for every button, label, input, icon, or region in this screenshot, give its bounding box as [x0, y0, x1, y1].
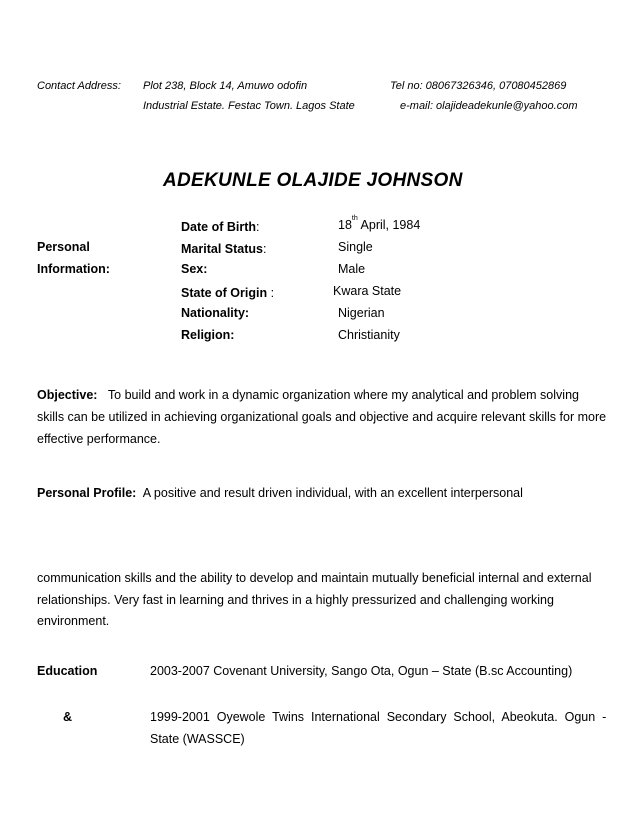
dob-colon: :	[256, 220, 260, 234]
dob-rest: April, 1984	[357, 218, 421, 232]
profile-line-2: communication skills and the ability to develop and maintain mutually beneficial internal and external	[37, 571, 592, 585]
education-ampersand: &	[63, 710, 73, 724]
objective-line-3: effective performance.	[37, 432, 161, 446]
dob-label-text: Date of Birth	[181, 220, 256, 234]
profile-line-4: environment.	[37, 614, 110, 628]
objective-label: Objective:	[37, 388, 98, 402]
contact-address-label: Contact Address:	[37, 80, 121, 92]
state-colon: :	[267, 286, 275, 300]
marital-colon: :	[262, 242, 267, 256]
education-entry-1: 2003-2007 Covenant University, Sango Ota, Ogun – State (B.sc Accounting)	[150, 664, 573, 678]
marital-label	[181, 240, 266, 258]
email: e-mail: olajideadekunle@yahoo.com	[400, 100, 578, 112]
state-value: Kwara State	[333, 284, 402, 298]
religion-value: Christianity	[338, 328, 400, 342]
objective-line-1	[37, 386, 579, 404]
education-entry-2-line-2: State (WASSCE)	[150, 732, 245, 746]
address-line-1: Plot 238, Block 14, Amuwo odofin	[143, 80, 308, 92]
objective-line-2: skills can be utilized in achieving organizational goals and objective and acquire relevant skills for more	[37, 410, 607, 424]
telephone: Tel no: 08067326346, 07080452869	[390, 80, 567, 92]
profile-line-1	[37, 484, 523, 502]
dob-label	[181, 218, 259, 236]
dob-value	[338, 215, 421, 232]
sex-value: Male	[338, 262, 366, 276]
sex-label: Sex:	[181, 262, 208, 276]
marital-value: Single	[338, 240, 373, 254]
nationality-value: Nigerian	[338, 306, 385, 320]
profile-label: Personal Profile:	[37, 486, 137, 500]
dob-day: 18	[338, 218, 352, 232]
religion-label: Religion:	[181, 328, 235, 342]
profile-text-1: A positive and result driven individual, with an excellent interpersonal	[142, 486, 523, 500]
marital-label-text: Marital Status	[181, 242, 263, 256]
dob-suffix: th	[351, 215, 358, 222]
address-line-2: Industrial Estate. Festac Town. Lagos State	[143, 100, 355, 112]
education-entry-2-line-1: 1999-2001 Oyewole Twins International Secondary School, Abeokuta. Ogun -	[150, 710, 607, 724]
personal-section-label-2: Information:	[37, 262, 110, 276]
state-label	[181, 284, 274, 302]
education-label: Education	[37, 664, 98, 678]
nationality-label: Nationality:	[181, 306, 250, 320]
objective-text-1: To build and work in a dynamic organization where my analytical and problem solving	[107, 388, 579, 402]
personal-section-label-1: Personal	[37, 240, 90, 254]
state-label-text: State of Origin	[181, 286, 268, 300]
profile-line-3: relationships. Very fast in learning and thrives in a highly pressurized and challenging working	[37, 593, 554, 607]
candidate-name: ADEKUNLE OLAJIDE JOHNSON	[163, 170, 463, 191]
